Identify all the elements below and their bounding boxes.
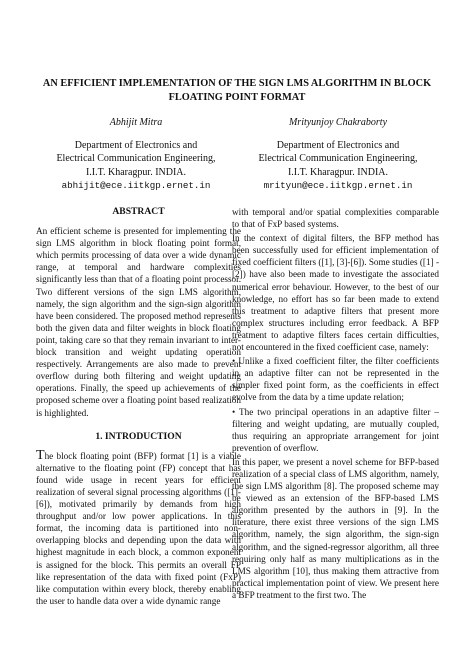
introduction-text bbox=[36, 447, 241, 607]
introduction-heading: 1. INTRODUCTION bbox=[95, 430, 182, 442]
title-line-2: FLOATING POINT FORMAT bbox=[168, 92, 306, 103]
right-column bbox=[232, 206, 439, 601]
paper-title bbox=[40, 77, 434, 105]
left-column bbox=[36, 206, 241, 607]
author-dept-line-1: Department of Electronics and bbox=[74, 139, 198, 151]
abstract-heading: ABSTRACT bbox=[112, 206, 165, 217]
drop-cap-letter: T bbox=[36, 447, 45, 463]
right-paragraph-2: In the context of digital filters, the BFP method has been successfully used for efficient implementation of fixed coefficient filters ([1], [3]-[6]). Some studies ([1] -[2]) have also been made to investigate the associated numerical error behaviour. However, to the best of our knowledge, no effort has so far been made to extend this treatment to adaptive filters that present more complex structures including error feedback. A BFP treatment to adaptive filters faces certain difficulties, not encountered in the fixed coefficient case, namely: bbox=[232, 233, 439, 353]
author-name: Abhijit Mitra bbox=[109, 117, 163, 128]
author-email: abhijit@ece.iitkgp.ernet.in bbox=[61, 180, 211, 191]
introduction-body: he block floating point (BFP) format [1] is a viable alternative to the floating point (FP) concept that has found wide usage in recent years for efficient realization of several signal processing algorithms ([1]-[6]), motivated primarily by demands from high throughput and/or low power applications. In this format, the incoming data is partitioned into non-overlapping blocks and depending upon the data with highest magnitude in each block, a common exponent is assigned for the block. This permits an overall FP like representation of the data with fixed point (FxP) like computation within every block, thereby enabling the user to handle data over a wide dynamic range bbox=[36, 450, 241, 606]
bullet-item-1: • Unlike a fixed coefficient filter, the filter coefficients in an adaptive filter can not be represented in the simpler fixed point form, as the coefficients in effect evolve from the data by a time update relation; bbox=[232, 356, 439, 403]
author-name: Mrityunjoy Chakraborty bbox=[288, 117, 388, 128]
bullet-item-2: • The two principal operations in an adaptive filter – filtering and weight updating, are mutually coupled, thus requiring an appropriate arrangement for joint prevention of overflow. bbox=[232, 406, 439, 453]
right-paragraph-3: In this paper, we present a novel scheme for BFP-based realization of a special class of LMS algorithm, namely, the sign LMS algorithm [8]. The proposed scheme may be viewed as an extension of the BFP-based LMS algorithm presented by the authors in [9]. In the literature, there exist three versions of the sign LMS algorithm, namely, the sign algorithm, the sign-sign algorithm, and the signed-regressor algorithm, all three requiring only half as many multiplications as in the LMS algorithm [10], thus making them attractive from practical implementation point of view. We present here a BFP treatment to the first two. The bbox=[232, 456, 439, 600]
author-email: mrityun@ece.iitkgp.ernet.in bbox=[263, 180, 413, 191]
title-line-1: AN EFFICIENT IMPLEMENTATION OF THE SIGN LMS ALGORITHM IN BLOCK bbox=[42, 78, 432, 89]
author-dept-line-2: Electrical Communication Engineering, bbox=[56, 153, 216, 164]
author-institute: I.I.T. Kharagpur. INDIA. bbox=[287, 166, 389, 178]
author-block-2 bbox=[238, 116, 438, 193]
author-dept-line-1: Department of Electronics and bbox=[276, 139, 400, 151]
author-dept-line-2: Electrical Communication Engineering, bbox=[258, 153, 418, 164]
right-paragraph-1: with temporal and/or spatial complexities comparable to that of FxP based systems. bbox=[232, 207, 439, 230]
author-block-1 bbox=[36, 116, 236, 193]
author-institute: I.I.T. Kharagpur. INDIA. bbox=[85, 166, 187, 178]
abstract-text: An efficient scheme is presented for implementing the sign LMS algorithm in block floating point format, which permits processing of data over a wide dynamic range, at temporal and hardware complexities significantly less than that of a floating point processor. Two different versions of the sign LMS algorithm, namely, the sign algorithm and the sign-sign algorithm have been considered. The proposed method represents both the given data and filter weights in block floating point, taking care so that they remain invariant to inter-block transition and weight updating operation respectively. Arrangements are also made to prevent overflow during both filtering and weight updating operations. Finally, the speed up achievements of the proposed scheme over a floating point based realization is highlighted. bbox=[36, 226, 241, 418]
